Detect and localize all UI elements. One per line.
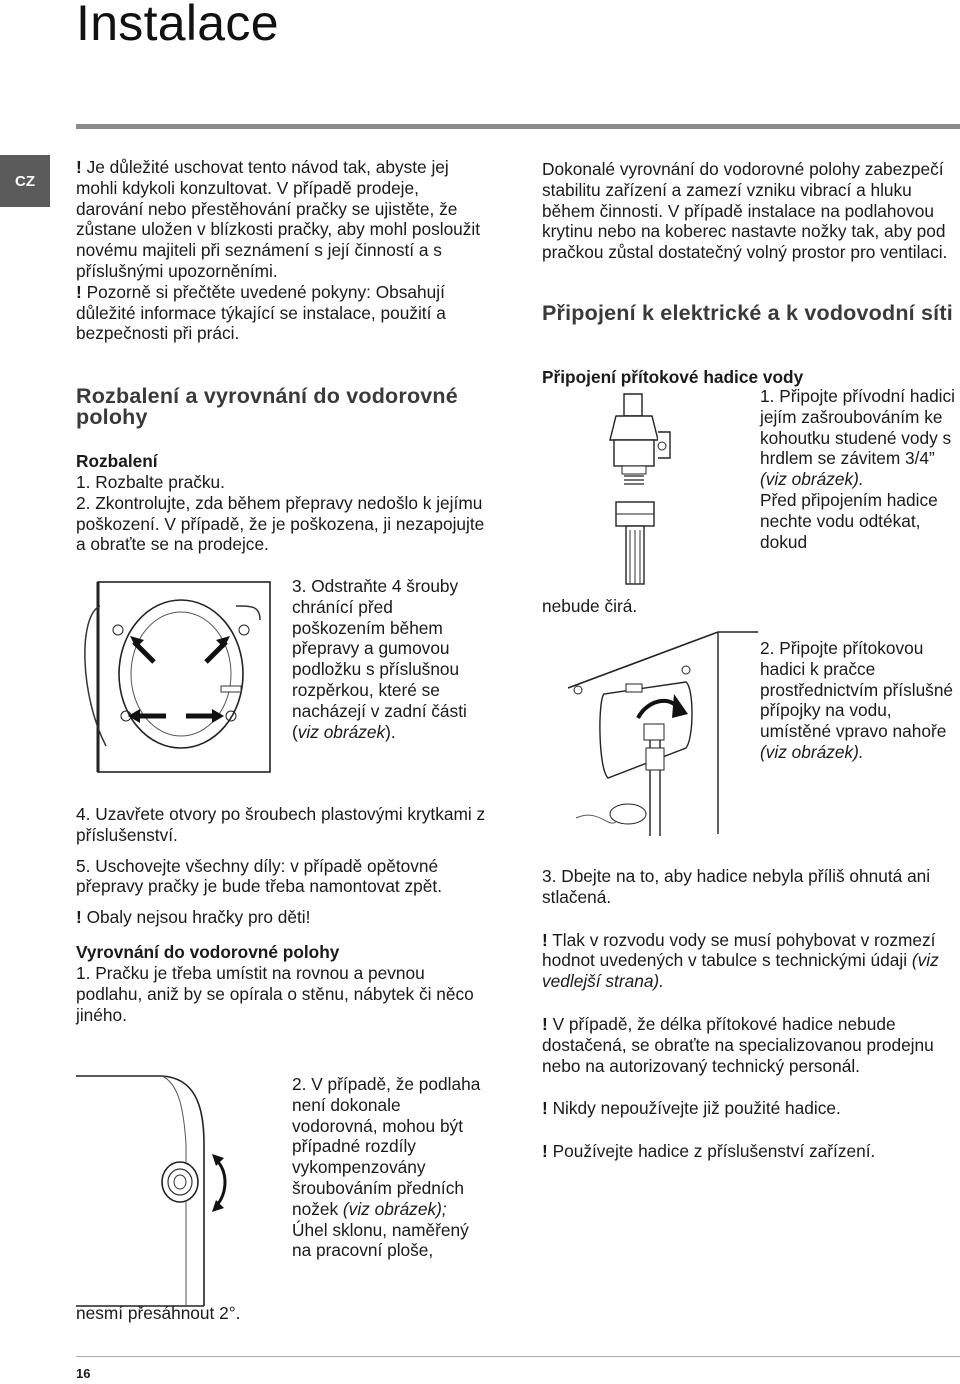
exclaim-mark: ! bbox=[542, 1141, 548, 1162]
connection-subheading: Připojení přítokové hadice vody bbox=[542, 367, 804, 387]
exclaim-mark: ! bbox=[76, 281, 82, 302]
intro-text-2: Pozorně si přečtěte uvedené pokyny: Obsahují důležité informace týkající se instalace, použití a bezpečnosti při práci. bbox=[76, 281, 446, 344]
footer-rule bbox=[76, 1356, 960, 1357]
exclaim-mark: ! bbox=[76, 907, 82, 928]
exclaim-mark: ! bbox=[542, 929, 548, 950]
page-number: 16 bbox=[76, 1366, 91, 1381]
level-subheading: Vyrovnání do vodorovné polohy bbox=[76, 941, 340, 962]
exclaim-mark: ! bbox=[542, 1013, 548, 1034]
unpack-block-2 bbox=[76, 804, 486, 1025]
back-panel-figure bbox=[76, 576, 276, 778]
intro-block bbox=[76, 157, 486, 344]
unpack-step-5: 5. Uschovejte všechny díly: v případě opětovné přepravy pračky je bude třeba namontovat zpět. bbox=[76, 855, 442, 897]
language-tab: CZ bbox=[0, 155, 50, 207]
header-rule bbox=[76, 124, 960, 129]
inlet-figure bbox=[568, 628, 758, 840]
warning-toys: Obaly nejsou hračky pro děti! bbox=[86, 907, 311, 928]
unpack-subheading: Rozbalení bbox=[76, 451, 158, 471]
warning-supplied-hoses: Používejte hadice z příslušenství zařízení. bbox=[552, 1141, 876, 1162]
foot-adjust-figure bbox=[76, 1074, 272, 1310]
warning-length: V případě, že délka přítokové hadice nebude dostačená, se obraťte na specializovanou prodejnu nebo na autorizovaný technický personál. bbox=[542, 1013, 934, 1076]
exclaim-mark: ! bbox=[76, 157, 82, 177]
connection-step-2: 2. Připojte přítokovou hadici k pračce prostřednictvím příslušné přípojky na vodu, umístěné vpravo nahoře (viz obrázek). bbox=[760, 638, 954, 762]
unpack-step-1: 1. Rozbalte pračku. bbox=[76, 472, 225, 492]
unpack-step-4: 4. Uzavřete otvory po šroubech plastovými krytkami z příslušenství. bbox=[76, 804, 486, 845]
level-continuation: Dokonalé vyrovnání do vodorovné polohy zabezpečí stabilitu zařízení a zamezí vzniku vibrací a hluku během činnosti. V případě instalace na podlahovou krytinu nebo na koberec nastavte nožky tak, aby pod pračkou zůstal dostatečný volný prostor pro ventilaci. bbox=[542, 159, 948, 263]
connection-step-1: 1. Připojte přívodní hadici jejím zašroubováním ke kohoutku studené vody s hrdlem se závitem 3/4” (viz obrázek). Před připojením hadice nechte vodu odtékat, dokud bbox=[760, 386, 956, 552]
page-title: Instalace bbox=[76, 0, 279, 51]
connection-step-1-end: nebude čirá. bbox=[542, 596, 638, 616]
level-step-2-end: nesmí přesáhnout 2°. bbox=[76, 1303, 241, 1323]
connection-step-3: 3. Dbejte na to, aby hadice nebyla příliš ohnutá ani stlačená. bbox=[542, 866, 931, 907]
unpack-step-2: 2. Zkontrolujte, zda během přepravy nedošlo k jejímu poškození. V případě, že je poškozena, ji nezapojujte a obraťte se na prodejce. bbox=[76, 492, 485, 555]
level-step-1: 1. Pračku je třeba umístit na rovnou a pevnou podlahu, aniž by se opírala o stěnu, nábytek či něco jiného. bbox=[76, 962, 474, 1025]
section-connection-title: Připojení k elektrické a k vodovodní síti bbox=[542, 301, 953, 325]
exclaim-mark: ! bbox=[542, 1098, 548, 1119]
connection-notes: 3. Dbejte na to, aby hadice nebyla příliš ohnutá ani stlačená. ! Tlak v rozvodu vody se musí pohybovat v rozmezí hodnot uvedených v tabulce s technickými údaji (viz vedlejší strana). ! V případě, že délka přítokové hadice nebude dostačená, se obraťte na specializovanou prodejnu nebo na autorizovaný technický personál. ! Nikdy nepoužívejte již použité hadice. ! Používejte hadice z příslušenství zařízení. bbox=[542, 866, 960, 1162]
level-step-2: 2. V případě, že podlaha není dokonale vodorovná, mohou být případné rozdíly vykompenzovány šroubováním předních nožek (viz obrázek); Úhel sklonu, naměřený na pracovní ploše, bbox=[292, 1074, 481, 1261]
warning-used-hoses: Nikdy nepoužívejte již použité hadice. bbox=[552, 1098, 841, 1119]
intro-text-1: Je důležité uschovat tento návod tak, abyste jej mohli kdykoli konzultovat. V případě prodeje, darování nebo přestěhování pračky se ujistěte, že zůstane uložen v blízkosti pračky, aby mohl posloužit novému majiteli při seznámení s její činností a s příslušnými upozorněními. bbox=[76, 157, 481, 281]
unpack-step-3: 3. Odstraňte 4 šrouby chránící před poškozením během přepravy a gumovou podložku s příslušnou rozpěrkou, které se nacházejí v zadní části (viz obrázek). bbox=[292, 576, 467, 742]
unpack-block bbox=[76, 451, 486, 555]
section-unpack-title: Rozbalení a vyrovnání do vodorovné polohy bbox=[76, 384, 458, 429]
tap-figure bbox=[596, 392, 686, 588]
